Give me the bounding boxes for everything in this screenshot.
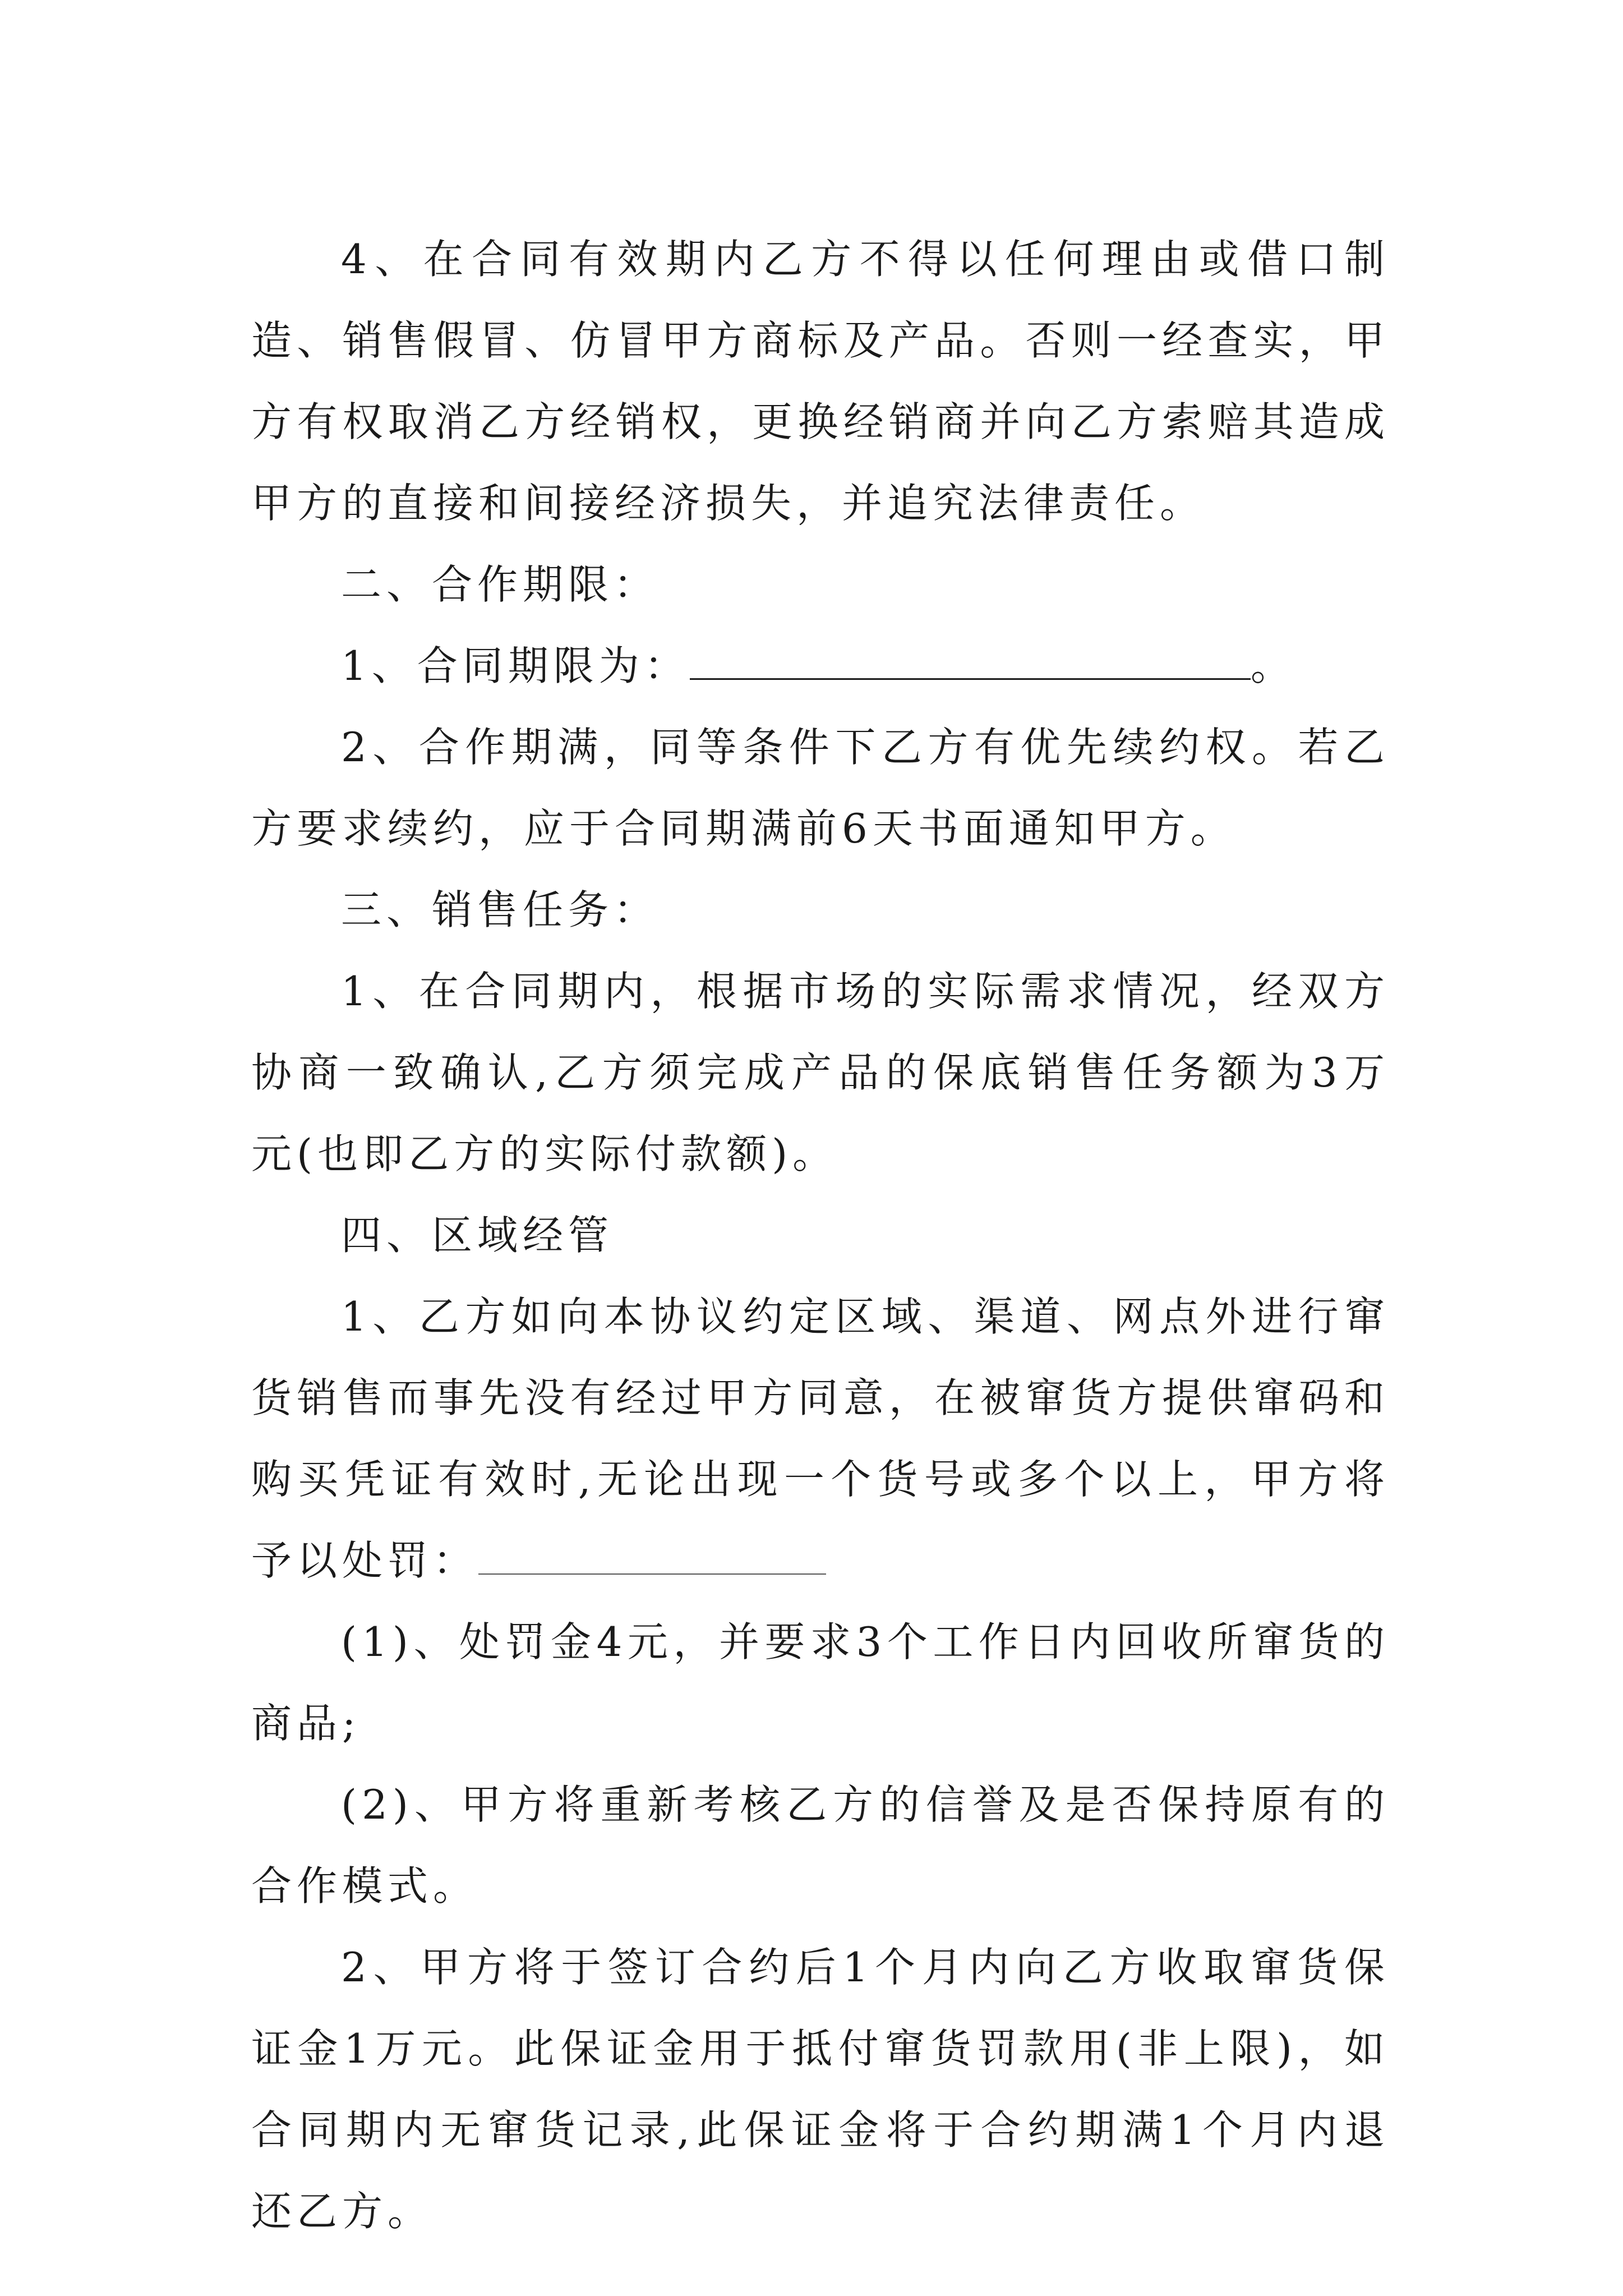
penalty-item-1: (1)、处罚金4元，并要求3个工作日内回收所窜货的商品; bbox=[251, 1618, 1390, 1747]
clause-term-duration-end: 。 bbox=[1250, 642, 1296, 689]
penalty-item-2: (2)、甲方将重新考核乙方的信誉及是否保持原有的合作模式。 bbox=[251, 1781, 1390, 1910]
clause-term-duration bbox=[251, 625, 1390, 707]
section-heading-region-management: 四、区域经管 bbox=[341, 1212, 614, 1259]
clause-cross-region-paragraph bbox=[251, 1276, 1390, 1602]
clause-sales-task-paragraph: 1、在合同期内，根据市场的实际需求情况，经双方协商一致确认,乙方须完成产品的保底销售任务额为3万元(也即乙方的实际付款额)。 bbox=[251, 968, 1390, 1177]
clause-term-duration-label: 1、合同期限为： bbox=[341, 642, 690, 689]
section-heading-sales-task: 三、销售任务： bbox=[341, 886, 660, 933]
section-heading-cooperation-term: 二、合作期限： bbox=[341, 561, 660, 608]
clause-cross-region-text: 1、乙方如向本协议约定区域、渠道、网点外进行窜货销售而事先没有经过甲方同意，在被窜货方提供窜码和购买凭证有效时,无论出现一个货号或多个以上，甲方将予以处罚： bbox=[251, 1293, 1390, 1584]
clause-4-paragraph: 4、在合同有效期内乙方不得以任何理由或借口制造、销售假冒、仿冒甲方商标及产品。否则一经查实，甲方有权取消乙方经销权，更换经销商并向乙方索赔其造成甲方的直接和间接经济损失，并追究法律责任。 bbox=[251, 236, 1390, 527]
term-duration-blank-line bbox=[690, 645, 1251, 680]
clause-renewal-paragraph: 2、合作期满，同等条件下乙方有优先续约权。若乙方要求续约，应于合同期满前6天书面通知甲方。 bbox=[251, 724, 1390, 852]
clause-deposit-paragraph: 2、甲方将于签订合约后1个月内向乙方收取窜货保证金1万元。此保证金用于抵付窜货罚款用(非上限)，如合同期内无窜货记录,此保证金将于合约期满1个月内退还乙方。 bbox=[251, 1944, 1390, 2235]
penalty-blank-line bbox=[478, 1540, 826, 1575]
document-body bbox=[251, 219, 1390, 2252]
